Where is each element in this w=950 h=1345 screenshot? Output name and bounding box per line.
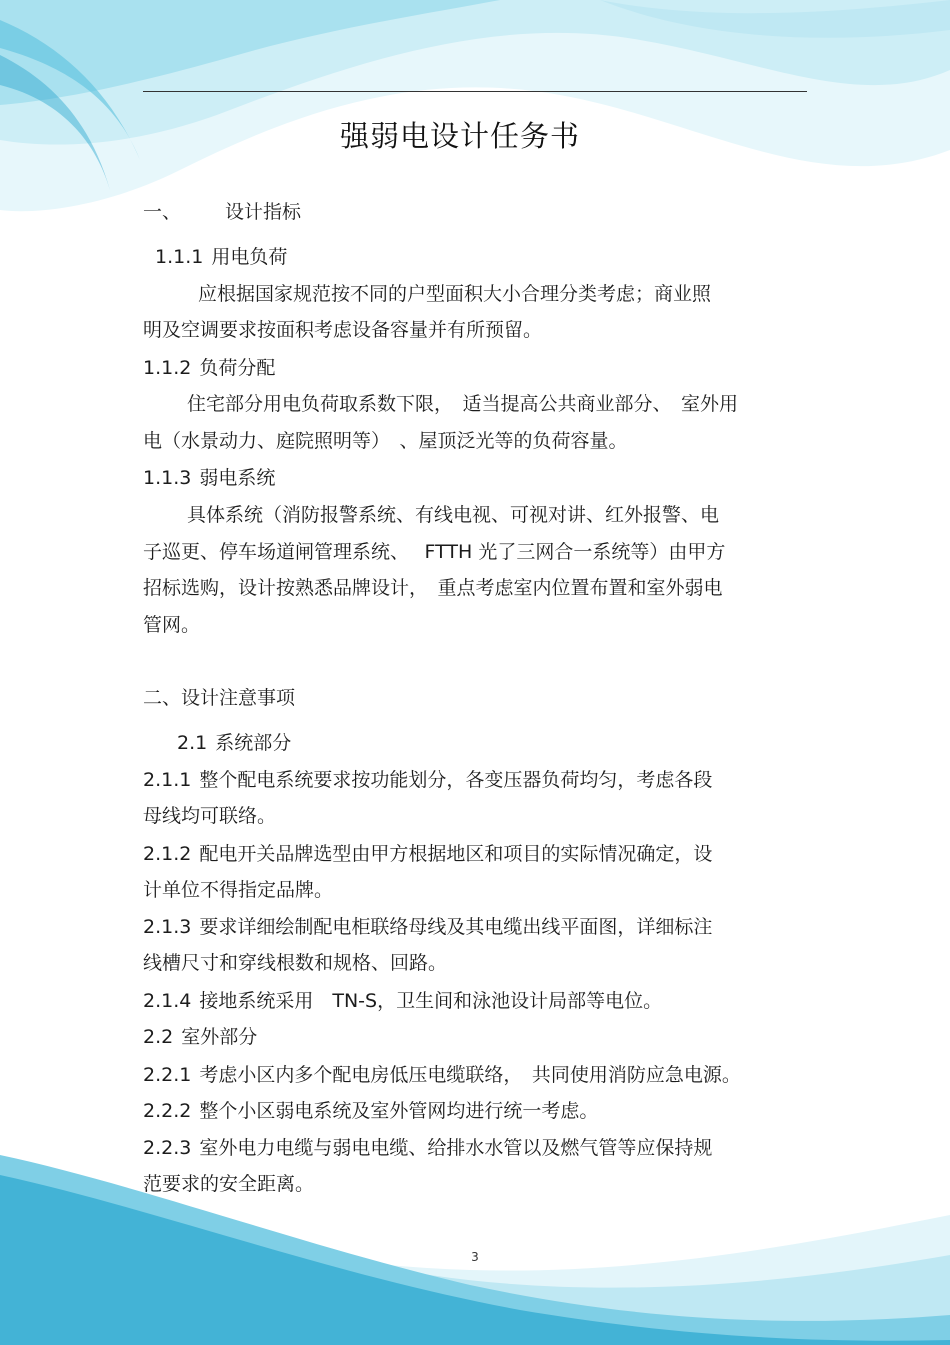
subsection-1-1-1-heading xyxy=(155,244,287,270)
subsection-2-1-heading xyxy=(177,730,291,756)
subsection-1-1-2-heading xyxy=(143,355,275,381)
section-number: 一、 xyxy=(143,201,182,223)
paragraph-line: 管网。 xyxy=(143,614,201,636)
subsection-number: 2.2 xyxy=(143,1026,174,1048)
clause-2-2-1 xyxy=(143,1062,741,1088)
clause-number: 2.2.1 xyxy=(143,1064,192,1086)
clause-text: 室外电力电缆与弱电电缆、给排水水管以及燃气管等应保持规 xyxy=(199,1137,713,1159)
clause-2-2-2 xyxy=(143,1098,598,1124)
subsection-title: 系统部分 xyxy=(215,732,292,754)
clause-text: 考虑小区内多个配电房低压电缆联络， 共同使用消防应急电源。 xyxy=(199,1064,741,1086)
clause-number: 2.2.2 xyxy=(143,1100,192,1122)
clause-number: 2.1.2 xyxy=(143,843,192,865)
clause-2-1-2 xyxy=(143,841,712,867)
paragraph-line: 具体系统（消防报警系统、有线电视、可视对讲、红外报警、电 xyxy=(187,504,720,526)
subsection-title: 用电负荷 xyxy=(211,246,288,268)
clause-number: 2.1.1 xyxy=(143,769,192,791)
header-rule xyxy=(143,91,807,92)
clause-2-1-1 xyxy=(143,767,712,793)
paragraph-line: 计单位不得指定品牌。 xyxy=(143,879,334,901)
subsection-title: 室外部分 xyxy=(181,1026,258,1048)
paragraph-line: 住宅部分用电负荷取系数下限， 适当提高公共商业部分、 室外用 xyxy=(187,393,739,415)
paragraph-line: 子巡更、停车场道闸管理系统、 FTTH 光了三网合一系统等）由甲方 xyxy=(143,541,726,563)
subsection-number: 1.1.1 xyxy=(155,246,204,268)
document-title: 强弱电设计任务书 xyxy=(339,119,580,153)
clause-text: 接地系统采用 TN-S，卫生间和泳池设计局部等电位。 xyxy=(199,990,663,1012)
paragraph-line: 范要求的安全距离。 xyxy=(143,1173,315,1195)
paragraph-line: 应根据国家规范按不同的户型面积大小合理分类考虑；商业照 xyxy=(198,283,712,305)
paragraph-line: 明及空调要求按面积考虑设备容量并有所预留。 xyxy=(143,319,543,341)
clause-number: 2.1.3 xyxy=(143,916,192,938)
clause-number: 2.2.3 xyxy=(143,1137,192,1159)
paragraph-line: 电（水景动力、庭院照明等） 、屋顶泛光等的负荷容量。 xyxy=(143,430,628,452)
clause-text: 要求详细绘制配电柜联络母线及其电缆出线平面图，详细标注 xyxy=(199,916,713,938)
subsection-number: 1.1.2 xyxy=(143,357,192,379)
clause-number: 2.1.4 xyxy=(143,990,192,1012)
subsection-number: 1.1.3 xyxy=(143,467,192,489)
clause-text: 整个小区弱电系统及室外管网均进行统一考虑。 xyxy=(199,1100,599,1122)
paragraph-line: 线槽尺寸和穿线根数和规格、回路。 xyxy=(143,952,448,974)
subsection-number: 2.1 xyxy=(177,732,208,754)
section-1-heading xyxy=(143,199,301,225)
clause-2-1-4 xyxy=(143,988,662,1014)
section-2-heading: 二、设计注意事项 xyxy=(143,687,296,709)
subsection-1-1-3-heading xyxy=(143,465,275,491)
paragraph-line: 母线均可联络。 xyxy=(143,805,277,827)
subsection-title: 弱电系统 xyxy=(199,467,276,489)
section-title: 设计指标 xyxy=(225,201,302,223)
clause-text: 配电开关品牌选型由甲方根据地区和项目的实际情况确定，设 xyxy=(199,843,713,865)
clause-text: 整个配电系统要求按功能划分，各变压器负荷均匀，考虑各段 xyxy=(199,769,713,791)
clause-2-2-3 xyxy=(143,1135,712,1161)
subsection-title: 负荷分配 xyxy=(199,357,276,379)
page-number: 3 xyxy=(471,1250,479,1264)
clause-2-1-3 xyxy=(143,914,712,940)
paragraph-line: 招标选购，设计按熟悉品牌设计， 重点考虑室内位置布置和室外弱电 xyxy=(143,577,723,599)
subsection-2-2-heading xyxy=(143,1024,257,1050)
